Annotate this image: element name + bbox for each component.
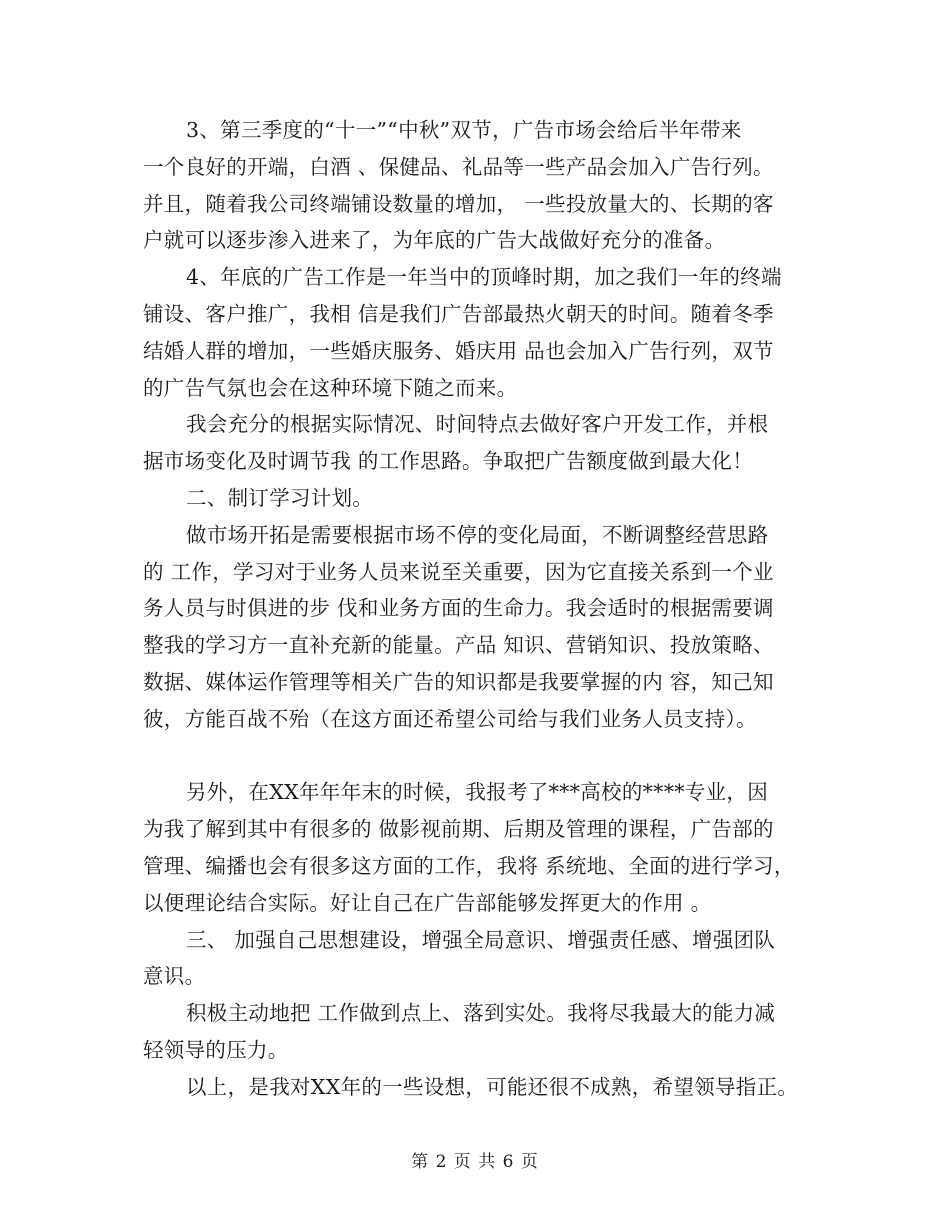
text-line: 三、 加强自己思想建设，增强全局意识、增强责任感、增强团队 — [186, 927, 776, 952]
text-line: 的 工作，学习对于业务人员来说至关重要，因为它直接关系到一个业 — [143, 559, 774, 584]
text-line: 务人员与时俱进的步 伐和业务方面的生命力。我会适时的根据需要调 — [143, 596, 774, 621]
text-line: 我会充分的根据实际情况、时间特点去做好客户开发工作，并根 — [186, 412, 769, 437]
text-line: 管理、编播也会有很多这方面的工作，我将 系统地、全面的进行学习， — [143, 853, 795, 878]
text-line: 另外，在XX年年年末的时候，我报考了***高校的****专业，因 — [186, 780, 769, 805]
text-line: 据市场变化及时调节我 的工作思路。争取把广告额度做到最大化！ — [143, 449, 754, 474]
text-line: 整我的学习方一直补充新的能量。产品 知识、营销知识、投放策略、 — [143, 633, 774, 658]
text-line: 户就可以逐步渗入进来了，为年底的广告大战做好充分的准备。 — [143, 228, 726, 253]
text-line: 做市场开拓是需要根据市场不停的变化局面，不断调整经营思路 — [186, 522, 769, 547]
text-line: 结婚人群的增加，一些婚庆服务、婚庆用 品也会加入广告行列，双节 — [143, 338, 774, 363]
blank-line — [143, 738, 823, 775]
text-line: 二、制订学习计划。 — [186, 485, 374, 510]
text-line: 积极主动地把 工作做到点上、落到实处。我将尽我最大的能力减 — [186, 1001, 776, 1026]
text-line: 的广告气氛也会在这种环境下随之而来。 — [143, 375, 518, 400]
text-line: 并且，随着我公司终端铺设数量的增加， 一些投放量大的、长期的客 — [143, 191, 774, 216]
text-line: 以便理论结合实际。好让自己在广告部能够发挥更大的作用 。 — [143, 890, 712, 915]
page-footer: 第 2 页 共 6 页 — [411, 1152, 539, 1172]
text-line: 数据、媒体运作管理等相关广告的知识都是我要掌握的内 容，知己知 — [143, 669, 774, 694]
text-line: 为我了解到其中有很多的 做影视前期、后期及管理的课程，广告部的 — [143, 817, 774, 842]
text-line: 铺设、客户推广，我相 信是我们广告部最热火朝天的时间。随着冬季 — [143, 301, 774, 326]
text-line: 一个良好的开端，白酒 、保健品、礼品等一些产品会加入广告行列。 — [143, 154, 774, 179]
text-line: 以上，是我对XX年的一些设想，可能还很不成熟，希望领导指正。 — [186, 1074, 799, 1099]
text-line: 意识。 — [143, 964, 206, 989]
text-line: 4、年底的广告工作是一年当中的顶峰时期，加之我们一年的终端 — [186, 265, 782, 290]
text-line: 彼，方能百战不殆（在这方面还希望公司给与我们业务人员支持）。 — [143, 706, 757, 731]
text-line: 3、第三季度的“十一”“中秋”双节，广告市场会给后半年带来 — [186, 118, 742, 142]
document-body — [143, 112, 823, 1106]
text-line: 轻领导的压力。 — [143, 1037, 289, 1062]
